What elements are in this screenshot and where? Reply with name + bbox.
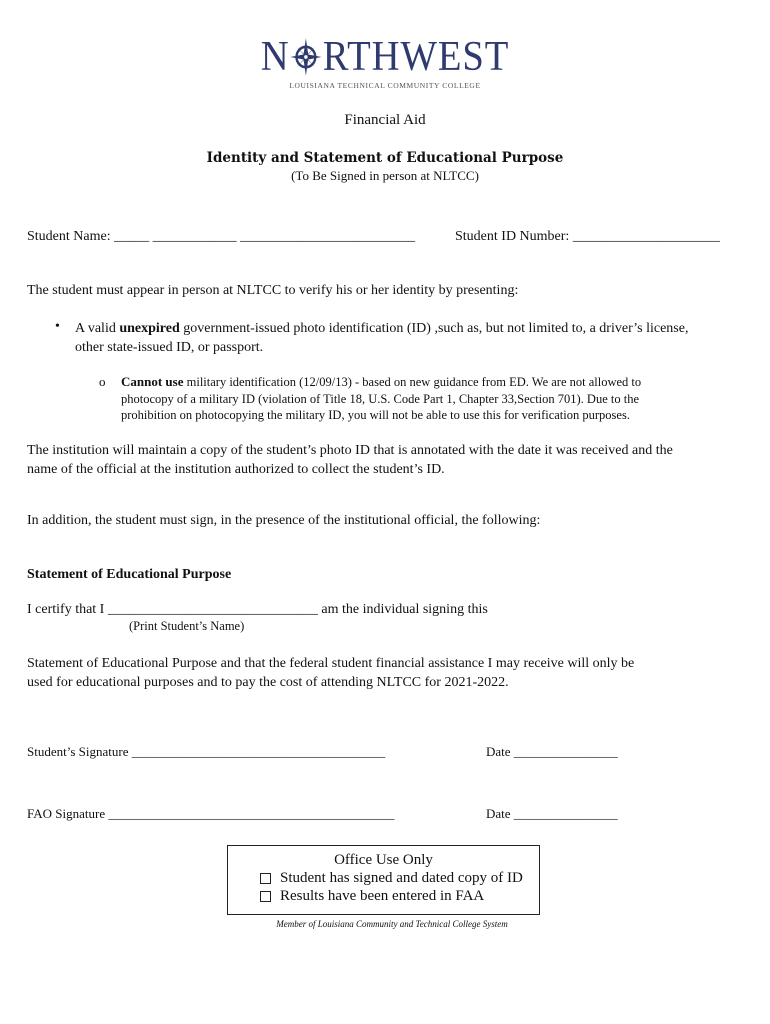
sub-line2: photocopy of a military ID (violation of Title 18, U.S. Code Part 1, Chapter 33,Section 701). Due to the	[121, 391, 639, 406]
student-id-field[interactable]: Student ID Number: _____________________	[455, 229, 720, 244]
maintain-line1: The institution will maintain a copy of the student’s photo ID that is annotated with the date it was received and the	[27, 443, 673, 458]
office-use-box	[227, 845, 540, 915]
logo-subtitle: LOUISIANA TECHNICAL COMMUNITY COLLEGE	[289, 81, 481, 90]
print-name-note: (Print Student’s Name)	[129, 619, 245, 633]
sub-bold: Cannot use	[121, 374, 184, 389]
certify-pre: I certify that I	[27, 602, 105, 617]
college-logo	[0, 36, 770, 90]
compass-star-icon	[290, 38, 321, 76]
bullet-rest: government-issued photo identification (ID) ,such as, but not limited to, a driver’s license,	[179, 321, 689, 336]
office-check-label-2: Results have been entered in FAA	[280, 888, 485, 904]
maintain-paragraph	[27, 441, 762, 479]
certify-line	[27, 602, 488, 618]
logo-letters-rthwest: RTHWEST	[322, 34, 510, 80]
fao-date-field[interactable]: Date ________________	[486, 806, 618, 821]
student-date-field[interactable]: Date ________________	[486, 744, 618, 759]
purpose-line2: used for educational purposes and to pay the cost of attending NLTCC for 2021-2022.	[27, 675, 509, 690]
office-check-row-2	[260, 887, 539, 905]
bullet-line2: other state-issued ID, or passport.	[75, 340, 264, 355]
logo-letter-n: N	[260, 34, 290, 80]
sub-line1: military identification (12/09/13) - based on new guidance from ED. We are not allowed to	[183, 375, 642, 389]
student-name-field[interactable]: Student Name: _____ ____________ _________________________	[27, 229, 416, 244]
bullet-bold: unexpired	[119, 321, 180, 336]
purpose-paragraph	[27, 654, 762, 692]
footer-text: Member of Louisiana Community and Technical College System	[276, 919, 508, 929]
sub-bullet-military-id	[121, 374, 761, 424]
page-title: Identity and Statement of Educational Purpose	[206, 150, 564, 166]
checkbox-faa-entered[interactable]	[260, 891, 271, 902]
sub-bullet-marker: o	[99, 374, 106, 389]
bullet-pre: A valid	[75, 321, 120, 336]
logo-wordmark	[261, 36, 510, 78]
page-subtitle: (To Be Signed in person at NLTCC)	[291, 168, 479, 183]
office-use-title: Office Use Only	[334, 852, 433, 868]
intro-text: The student must appear in person at NLTCC to verify his or her identity by presenting:	[27, 283, 519, 298]
sub-line3: prohibition on photocopying the military ID, you will not be able to use this for verification purposes.	[121, 408, 630, 422]
department-label: Financial Aid	[344, 112, 426, 128]
statement-heading: Statement of Educational Purpose	[27, 567, 232, 582]
print-name-field[interactable]: ______________________________	[104, 602, 322, 617]
bullet-dot: •	[55, 319, 60, 334]
student-signature-field[interactable]: Student’s Signature _______________________________________	[27, 744, 386, 759]
checkbox-id-copy[interactable]	[260, 873, 271, 884]
certify-post: am the individual signing this	[321, 602, 488, 617]
addition-text: In addition, the student must sign, in the presence of the institutional official, the following:	[27, 513, 541, 528]
fao-signature-field[interactable]: FAO Signature ____________________________________________	[27, 806, 395, 821]
purpose-line1: Statement of Educational Purpose and that the federal student financial assistance I may receive will only be	[27, 656, 635, 671]
office-check-row-1	[260, 869, 539, 887]
office-check-label-1: Student has signed and dated copy of ID	[280, 870, 523, 886]
bullet-item-id	[75, 319, 755, 357]
maintain-line2: name of the official at the institution authorized to collect the student’s ID.	[27, 462, 445, 477]
